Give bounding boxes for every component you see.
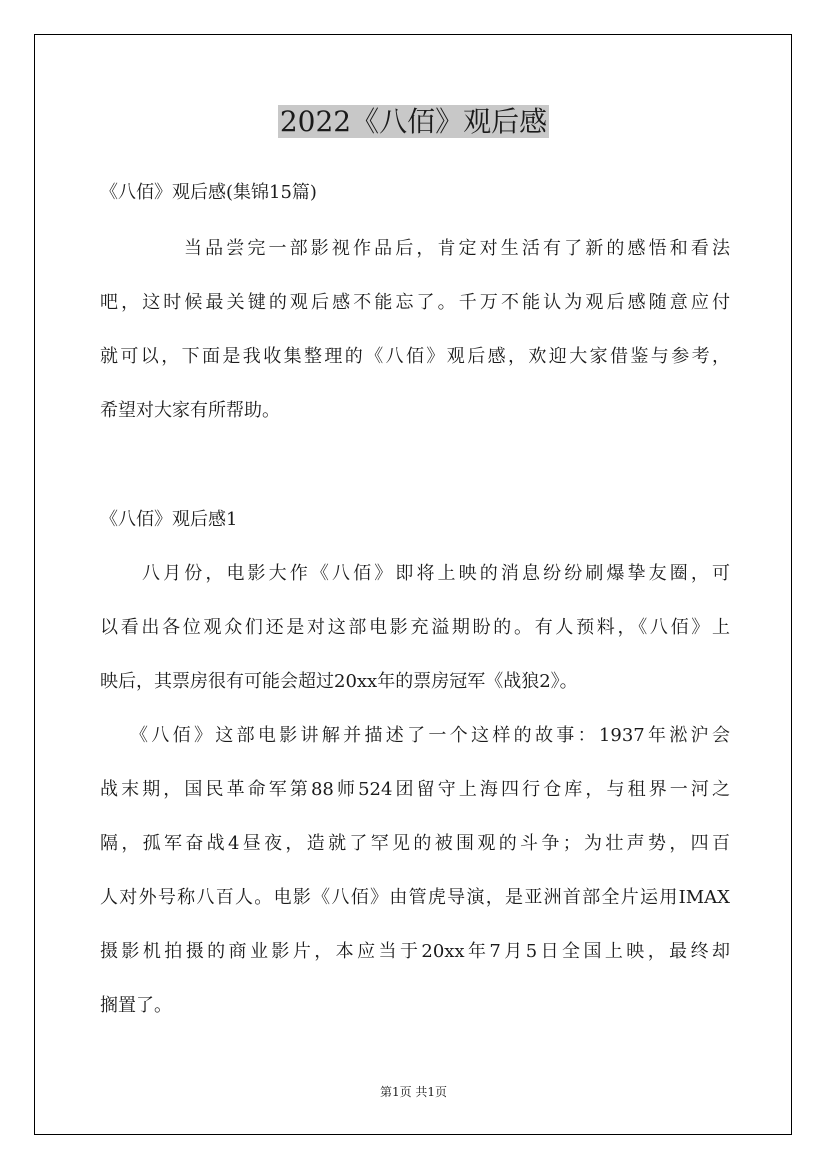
paragraph-line: 映后，其票房很有可能会超过20xx年的票房冠军《战狼2》。	[100, 671, 578, 692]
document-title	[0, 102, 827, 142]
paragraph-line: 《八佰》这部电影讲解并描述了一个这样的故事：1937年淞沪会	[130, 725, 730, 746]
document-subtitle: 《八佰》观后感(集锦15篇)	[100, 182, 317, 203]
paragraph-line: 人对外号称八百人。电影《八佰》由管虎导演，是亚洲首部全片运用IMAX	[100, 887, 730, 908]
paragraph-line: 搁置了。	[100, 995, 172, 1016]
page-number-footer: 第1页 共1页	[379, 1085, 448, 1099]
document-title-text: 2022《八佰》观后感	[279, 105, 548, 138]
intro-line: 吧，这时候最关键的观后感不能忘了。千万不能认为观后感随意应付	[100, 292, 730, 313]
paragraph-line: 八月份，电影大作《八佰》即将上映的消息纷纷刷爆挚友圈，可	[142, 563, 730, 584]
paragraph-line: 以看出各位观众们还是对这部电影充溢期盼的。有人预料，《八佰》上	[100, 617, 730, 638]
paragraph-line: 战末期，国民革命军第88师524团留守上海四行仓库，与租界一河之	[100, 779, 730, 800]
paragraph-line: 隔，孤军奋战4昼夜，造就了罕见的被围观的斗争；为壮声势，四百	[100, 833, 730, 854]
intro-line: 当品尝完一部影视作品后，肯定对生活有了新的感悟和看法	[184, 238, 730, 259]
section-heading: 《八佰》观后感1	[100, 509, 238, 530]
paragraph-line: 摄影机拍摄的商业影片，本应当于20xx年7月5日全国上映，最终却	[100, 941, 730, 962]
intro-line: 就可以，下面是我收集整理的《八佰》观后感，欢迎大家借鉴与参考，	[100, 346, 730, 367]
intro-line: 希望对大家有所帮助。	[100, 400, 280, 421]
